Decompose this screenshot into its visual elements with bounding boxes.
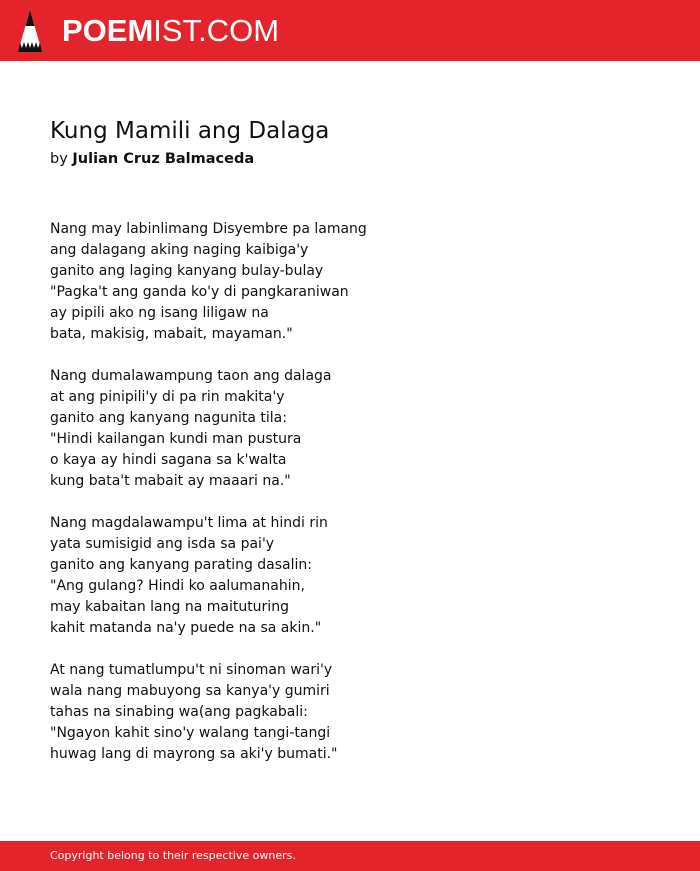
poem-line: ay pipili ako ng isang liligaw na xyxy=(50,305,269,321)
poem-line: "Hindi kailangan kundi man pustura xyxy=(50,431,302,447)
stanza xyxy=(50,219,650,345)
poem-line: yata sumisigid ang isda sa pai'y xyxy=(50,536,275,552)
poem-line: o kaya ay hindi sagana sa k'walta xyxy=(50,452,287,468)
poem-line: Nang dumalawampung taon ang dalaga xyxy=(50,368,332,384)
poem-author: Julian Cruz Balmaceda xyxy=(72,151,255,167)
stanza xyxy=(50,366,650,492)
poem-line: at ang pinipili'y di pa rin makita'y xyxy=(50,389,285,405)
poem-body xyxy=(50,219,650,786)
poem-line: ganito ang laging kanyang bulay-bulay xyxy=(50,263,324,279)
poem-line: kahit matanda na'y puede na sa akin." xyxy=(50,620,322,636)
site-footer xyxy=(0,841,700,871)
poem-line: kung bata't mabait ay maaari na." xyxy=(50,473,291,489)
poem-line: tahas na sinabing wa(ang pagkabali: xyxy=(50,704,308,720)
by-label: by xyxy=(50,151,68,167)
poem-line: wala nang mabuyong sa kanya'y gumiri xyxy=(50,683,330,699)
stanza xyxy=(50,660,650,765)
poem-line: ganito ang kanyang nagunita tila: xyxy=(50,410,287,426)
poem-line: huwag lang di mayrong sa aki'y bumati." xyxy=(50,746,338,762)
pencil-tip-icon[interactable] xyxy=(18,10,42,52)
brand-bold-text: POEM xyxy=(62,13,154,48)
poem-line: ganito ang kanyang parating dasalin: xyxy=(50,557,313,573)
poem-line: ang dalagang aking naging kaibiga'y xyxy=(50,242,309,258)
poem-line: "Ang gulang? Hindi ko aalumanahin, xyxy=(50,578,305,594)
poem-title: Kung Mamili ang Dalaga xyxy=(50,118,330,144)
poem-line: Nang magdalawampu't lima at hindi rin xyxy=(50,515,328,531)
poem-byline xyxy=(50,149,254,169)
poem-line: "Ngayon kahit sino'y walang tangi-tangi xyxy=(50,725,331,741)
site-logo[interactable] xyxy=(62,13,279,49)
stanza xyxy=(50,513,650,639)
brand-light-text: IST.COM xyxy=(153,13,280,48)
poem-line: may kabaitan lang na maituturing xyxy=(50,599,289,615)
poem-line: Nang may labinlimang Disyembre pa lamang xyxy=(50,221,367,237)
site-header xyxy=(0,0,700,61)
poem-line: At nang tumatlumpu't ni sinoman wari'y xyxy=(50,662,333,678)
copyright-text: Copyright belong to their respective owners. xyxy=(50,849,296,862)
poem-line: bata, makisig, mabait, mayaman." xyxy=(50,326,293,342)
poem-line: "Pagka't ang ganda ko'y di pangkaraniwan xyxy=(50,284,349,300)
